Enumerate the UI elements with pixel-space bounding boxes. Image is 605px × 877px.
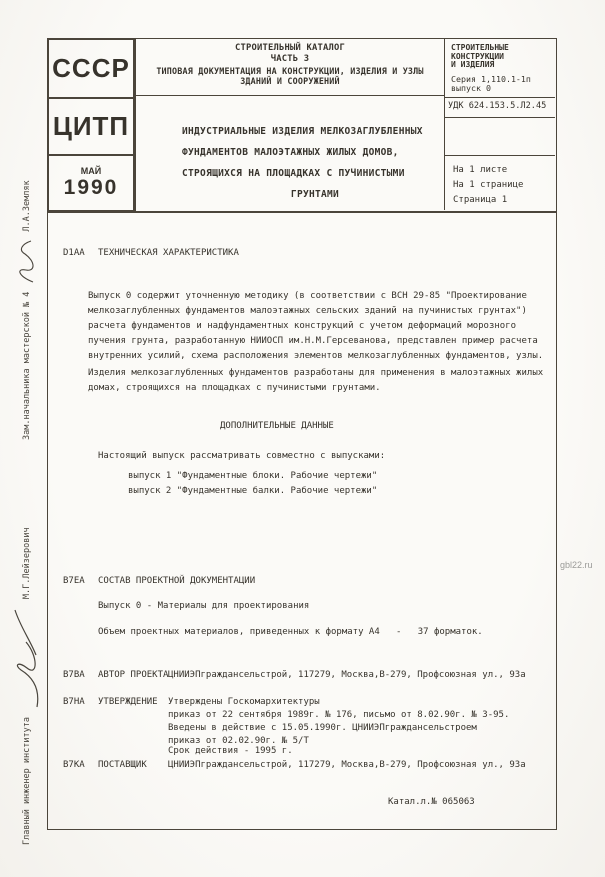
approval-line-4: приказ от 02.02.90г. № 5/Т — [168, 736, 309, 746]
approval-line-2: приказ от 22 сентября 1989г. № 176, письмо от 8.02.90г. № 3-95. — [168, 710, 510, 720]
title-line-3: СТРОЯЩИХСЯ НА ПЛОЩАДКАХ С ПУЧИНИСТЫМИ — [182, 168, 405, 179]
tech-para1-line1: Выпуск 0 содержит уточненную методику (в соответствии с ВСН 29-85 "Проектирование — [88, 291, 527, 301]
tech-para1-line2: мелкозаглубленных фундаментов малоэтажных сельских зданий на пучинистых грунтах") — [88, 306, 527, 316]
catalog-number: Катал.л.№ 065063 — [388, 797, 475, 807]
classification-line-1: СТРОИТЕЛЬНЫЕ — [451, 43, 509, 52]
approval-line-5: Срок действия - 1995 г. — [168, 746, 293, 756]
author-value: ЦНИИЭПгражданcельстрой, 117279, Москва,В-279, Профсоюзная ул., 93а — [168, 670, 526, 680]
section-title-tech: ТЕХНИЧЕСКАЯ ХАРАКТЕРИСТИКА — [98, 248, 239, 258]
workshop-role: Зам.начальника мастерской № 4 — [22, 291, 32, 440]
section-label-supplier: ПОСТАВЩИК — [98, 760, 147, 770]
section-label-author: АВТОР ПРОЕКТА — [98, 670, 169, 680]
section-title-composition: СОСТАВ ПРОЕКТНОЙ ДОКУМЕНТАЦИИ — [98, 576, 256, 586]
series-cell-rule — [444, 97, 555, 98]
additional-intro: Настоящий выпуск рассматривать совместно с выпусками: — [98, 451, 386, 461]
header-box — [135, 38, 557, 212]
tech-para2-line2: домах, строящихся на площадках с пучинистыми грунтами. — [88, 383, 381, 393]
approval-line-1: Утверждены Госкомархитектуры — [168, 697, 320, 707]
additional-heading: ДОПОЛНИТЕЛЬНЫЕ ДАННЫЕ — [220, 421, 334, 431]
title-line-1: ИНДУСТРИАЛЬНЫЕ ИЗДЕЛИЯ МЕЛКОЗАГЛУБЛЕННЫХ — [182, 126, 423, 137]
engineer-role: Главный инженер института — [22, 717, 32, 845]
stamp-cell-org — [49, 99, 133, 156]
sheet-info-2: На 1 странице — [453, 180, 524, 190]
catalog-line-3: ТИПОВАЯ ДОКУМЕНТАЦИЯ НА КОНСТРУКЦИИ, ИЗДЕЛИЯ И УЗЛЫ — [156, 66, 424, 76]
engineer-name: М.Г.Лейзерович — [22, 527, 32, 600]
catalog-cell-rule — [136, 95, 444, 96]
country-label: СССР — [52, 53, 130, 83]
sheet-info-3: Страница 1 — [453, 195, 508, 205]
catalog-line-2: ЧАСТЬ 3 — [270, 54, 310, 64]
additional-item-1: выпуск 1 "Фундаментные блоки. Рабочие чертежи" — [128, 471, 378, 481]
additional-item-2: выпуск 2 "Фундаментные балки. Рабочие чертежи" — [128, 486, 378, 496]
composition-line-2: Объем проектных материалов, приведенных к формату А4 - 37 форматок. — [98, 627, 483, 637]
supplier-value: ЦНИИЭПгражданcельстрой, 117279, Москва,В-279, Профсоюзная ул., 93а — [168, 760, 526, 770]
workshop-name: Л.А.Земляк — [22, 180, 32, 232]
signature-engineer — [12, 606, 42, 710]
stamp-box — [47, 38, 135, 212]
tech-para1-line4: пучения грунта, разработанную НИИОСП им.Н.М.Герсеванова, представлен пример расчета — [88, 336, 538, 346]
section-label-approval: УТВЕРЖДЕНИЕ — [98, 697, 158, 707]
series-label: Серия 1,110.1-1п — [451, 73, 531, 84]
section-code-composition: В7ЕА — [63, 576, 85, 586]
catalog-line-4: ЗДАНИЙ И СООРУЖЕНИЙ — [240, 76, 340, 86]
margin-note-engineer — [12, 527, 42, 845]
stamp-cell-country — [49, 40, 133, 99]
udk-label: УДК 624.153.5.Л2.45 — [448, 101, 547, 111]
sheet-info-1: На 1 листе — [453, 165, 508, 175]
classification-block — [451, 44, 555, 93]
section-code-tech: D1АА — [63, 248, 85, 258]
document-title — [182, 121, 448, 205]
sheetinfo-cell-rule — [444, 155, 555, 156]
udk-cell-rule — [444, 117, 555, 118]
catalog-line-1: СТРОИТЕЛЬНЫЙ КАТАЛОГ — [235, 43, 345, 53]
tech-para1-line5: внутренних усилий, схема расположения элементов мелкозаглубленных фундаментов, узлы. — [88, 351, 544, 361]
margin-note-workshop — [14, 180, 40, 440]
signature-workshop — [14, 239, 40, 285]
tech-para1-line3: расчета фундаментов и надфундаментных конструкций с учетом деформаций морозного — [88, 321, 517, 331]
sheet-info-block — [453, 163, 557, 208]
site-watermark: gbl22.ru — [560, 560, 593, 570]
classification-line-3: И ИЗДЕЛИЯ — [451, 60, 495, 69]
title-line-2: ФУНДАМЕНТОВ МАЛОЭТАЖНЫХ ЖИЛЫХ ДОМОВ, — [182, 147, 399, 158]
issue-year: 1990 — [63, 176, 119, 199]
issue-label: выпуск 0 — [451, 82, 491, 93]
classification-line-2: КОНСТРУКЦИИ — [451, 51, 504, 61]
tech-para2-line1: Изделия мелкозаглубленных фундаментов разработаны для применения в малоэтажных жилых — [88, 368, 544, 378]
section-code-author: В7ВА — [63, 670, 85, 680]
catalog-header — [136, 43, 444, 86]
composition-line-1: Выпуск 0 - Материалы для проектирования — [98, 601, 310, 611]
stamp-cell-date — [49, 156, 133, 210]
issue-month: МАЙ — [80, 166, 102, 176]
approval-line-3: Введены в действие с 15.05.1990г. ЦНИИЭПгражданcельстроем — [168, 723, 477, 733]
title-line-4: ГРУНТАМИ — [290, 189, 340, 200]
org-label: ЦИТП — [52, 111, 130, 141]
section-code-approval: В7НА — [63, 697, 85, 707]
section-code-supplier: В7КА — [63, 760, 85, 770]
